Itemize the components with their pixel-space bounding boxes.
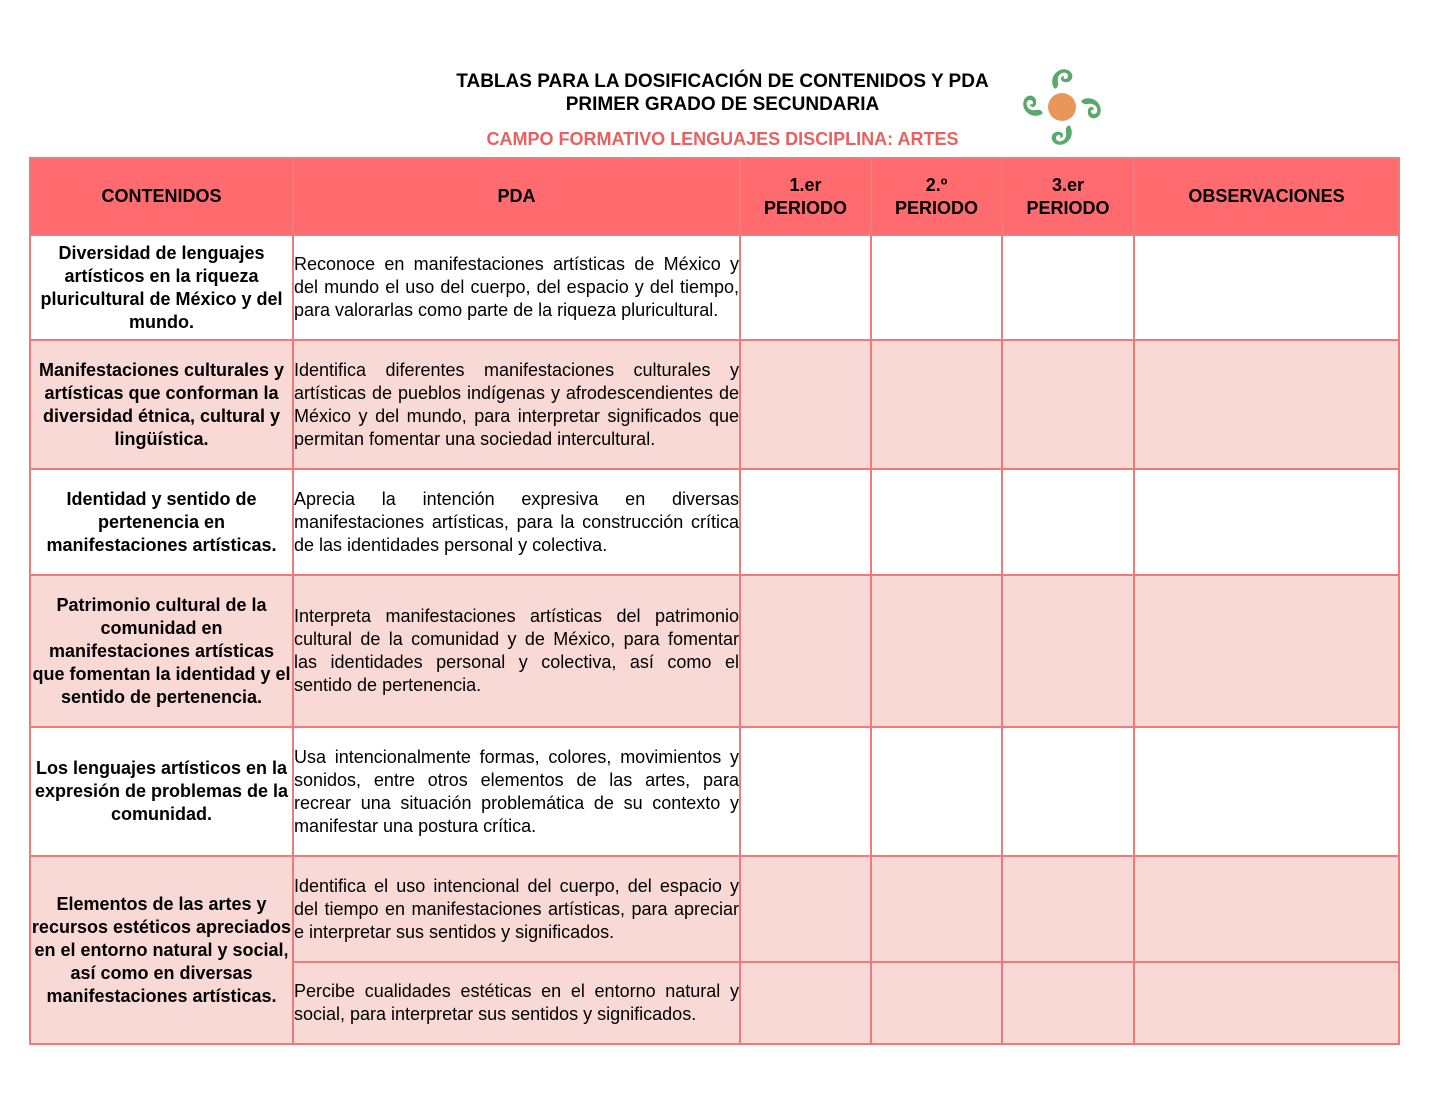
observaciones-cell [1134,856,1399,962]
periodo-1-cell [740,235,871,340]
periodo-3-cell [1002,575,1134,727]
periodo-3-cell [1002,856,1134,962]
periodo-1-cell [740,575,871,727]
pda-cell: Identifica diferentes manifestaciones culturales y artísticas de pueblos indígenas y afrodescendientes de México y del mundo, para interpretar significados que permitan fomentar una sociedad intercultural. [293,340,740,469]
header-periodo-3-number: 3.er [1051,174,1085,195]
leaf-spiral-logo-icon [1018,64,1106,150]
periodo-1-cell [740,469,871,575]
header-periodo-1-number: 1.er [789,174,822,195]
document-grade: PRIMER GRADO DE SECUNDARIA [565,94,880,115]
pda-cell-secondary: Percibe cualidades estéticas en el entorno natural y social, para interpretar sus sentidos y significados. [293,962,740,1044]
periodo-2-cell [871,235,1002,340]
table-row [30,575,1399,727]
header-periodo-2-number: 2.º [925,174,948,195]
observaciones-cell [1134,235,1399,340]
table-row [30,469,1399,575]
contenido-cell: Manifestaciones culturales y artísticas que conforman la diversidad étnica, cultural y lingüística. [30,340,293,469]
periodo-1-cell [740,340,871,469]
contenido-cell: Los lenguajes artísticos en la expresión de problemas de la comunidad. [30,727,293,856]
pda-cell: Identifica el uso intencional del cuerpo, del espacio y del tiempo en manifestaciones artísticas, para apreciar e interpretar sus sentidos y significados. [293,856,740,962]
pda-cell: Usa intencionalmente formas, colores, movimientos y sonidos, entre otros elementos de las artes, para recrear una situación problemática de su contexto y manifestar una postura crítica. [293,727,740,856]
periodo-2-cell [871,727,1002,856]
periodo-2-cell [871,856,1002,962]
observaciones-cell [1134,340,1399,469]
header-pda: PDA [293,158,740,235]
table-row [30,727,1399,856]
contenido-cell: Patrimonio cultural de la comunidad en manifestaciones artísticas que fomentan la identidad y el sentido de pertenencia. [30,575,293,727]
observaciones-cell [1134,469,1399,575]
periodo-3-cell [1002,235,1134,340]
periodo-2-cell [871,469,1002,575]
periodo-2-cell [871,340,1002,469]
contenido-cell: Diversidad de lenguajes artísticos en la riqueza pluricultural de México y del mundo. [30,235,293,340]
contenido-cell: Identidad y sentido de pertenencia en manifestaciones artísticas. [30,469,293,575]
periodo-1-cell [740,727,871,856]
table-row [30,856,1399,962]
header-observaciones: OBSERVACIONES [1134,158,1399,235]
header-contenidos: CONTENIDOS [30,158,293,235]
observaciones-cell [1134,575,1399,727]
observaciones-cell [1134,727,1399,856]
pda-cell: Reconoce en manifestaciones artísticas de México y del mundo el uso del cuerpo, del espacio y del tiempo, para valorarlas como parte de la riqueza pluricultural. [293,235,740,340]
periodo-2-cell [871,962,1002,1044]
header-periodo-2 [871,158,1002,235]
periodo-3-cell [1002,962,1134,1044]
periodo-3-cell [1002,340,1134,469]
header-periodo-1 [740,158,871,235]
header-periodo-1-label: PERIODO [763,197,847,218]
dosificacion-table [29,157,1400,1045]
periodo-1-cell [740,962,871,1044]
header-periodo-2-label: PERIODO [894,197,978,218]
periodo-2-cell [871,575,1002,727]
document-title: TABLAS PARA LA DOSIFICACIÓN DE CONTENIDOS Y PDA [456,71,989,92]
header-periodo-3 [1002,158,1134,235]
header-periodo-3-label: PERIODO [1026,197,1110,218]
table-row [30,235,1399,340]
pda-cell: Interpreta manifestaciones artísticas del patrimonio cultural de la comunidad y de México, para fomentar las identidades personal y colectiva, así como el sentido de pertenencia. [293,575,740,727]
table-row [30,340,1399,469]
document-subtitle: CAMPO FORMATIVO LENGUAJES DISCIPLINA: ARTES [486,129,959,149]
periodo-3-cell [1002,727,1134,856]
pda-cell: Aprecia la intención expresiva en diversas manifestaciones artísticas, para la construcción crítica de las identidades personal y colectiva. [293,469,740,575]
periodo-1-cell [740,856,871,962]
contenido-cell: Elementos de las artes y recursos estéticos apreciados en el entorno natural y social, así como en diversas manifestaciones artísticas. [30,856,293,1044]
periodo-3-cell [1002,469,1134,575]
observaciones-cell [1134,962,1399,1044]
table-header-row [30,158,1399,235]
